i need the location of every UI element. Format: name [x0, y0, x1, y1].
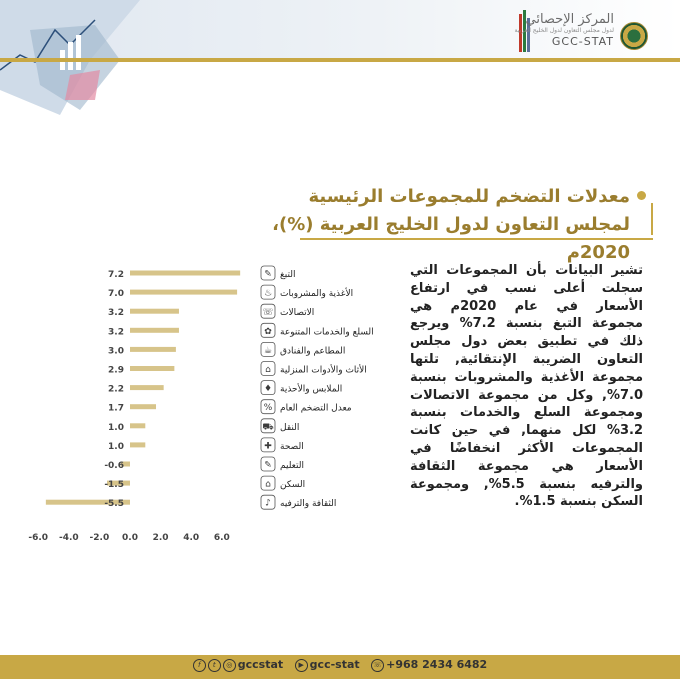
- chart-bar: [130, 423, 145, 428]
- x-tick-label: 0.0: [122, 533, 138, 543]
- inflation-bar-chart: [20, 260, 410, 550]
- car-icon-glyph: ⛟: [262, 422, 274, 433]
- category-label: الملابس والأحذية: [280, 384, 343, 395]
- category-label: السكن: [280, 480, 306, 491]
- header-divider: [0, 58, 680, 62]
- chart-bar: [130, 347, 176, 352]
- logo-arabic: المركز الإحصائي: [525, 12, 614, 27]
- category-label: الاتصالات: [280, 308, 315, 319]
- title-line-2: لمجلس التعاون لدول الخليج العربية (%)، 2020م: [272, 214, 630, 263]
- bar-value-label: 2.9: [108, 365, 124, 376]
- bar-value-label: 3.2: [108, 327, 124, 338]
- bar-value-label: 7.0: [108, 289, 124, 300]
- title-accent-line: [651, 203, 653, 235]
- chart-bar: [130, 328, 179, 333]
- clothing-icon-glyph: ♦: [263, 384, 273, 395]
- phone-icon-glyph: ☏: [262, 307, 274, 318]
- restaurant-icon-glyph: ☕: [263, 345, 273, 356]
- logo-english: GCC-STAT: [551, 35, 614, 48]
- x-tick-label: -4.0: [58, 533, 79, 543]
- category-label: التبغ: [280, 270, 296, 280]
- category-label: معدل التضخم العام: [280, 403, 352, 414]
- chart-bar: [130, 404, 156, 409]
- footer-contacts: [0, 658, 680, 672]
- instagram-icon: ◎: [223, 659, 236, 672]
- bar-value-label: 2.2: [108, 384, 124, 395]
- chart-bar: [130, 442, 145, 447]
- house-icon-glyph: ⌂: [265, 479, 271, 490]
- page-title: [250, 183, 630, 267]
- goods-icon-glyph: ✿: [264, 326, 272, 337]
- social-handle-2[interactable]: ▶ gcc-stat: [295, 658, 360, 671]
- culture-icon-glyph: ♪: [265, 498, 271, 509]
- furniture-icon-glyph: ⌂: [265, 365, 271, 375]
- x-tick-label: -6.0: [28, 533, 49, 543]
- chart-bar: [130, 290, 237, 295]
- bar-value-label: -5.5: [104, 499, 124, 510]
- percent-icon-glyph: %: [263, 403, 273, 414]
- bar-value-label: 3.2: [108, 308, 124, 319]
- x-tick-label: 6.0: [213, 533, 230, 543]
- category-label: الصحة: [280, 441, 304, 452]
- food-basket-icon-glyph: ♨: [263, 288, 273, 299]
- bar-value-label: 1.0: [108, 441, 124, 452]
- x-tick-label: 4.0: [183, 533, 200, 543]
- category-label: الأغذية والمشروبات: [280, 289, 354, 300]
- x-tick-label: -2.0: [89, 533, 110, 543]
- chart-bar: [130, 271, 240, 276]
- education-icon-glyph: ✎: [264, 460, 272, 471]
- social-handle-1[interactable]: f t ◎ gccstat: [193, 658, 283, 671]
- description-paragraph: تشير البيانات بأن المجموعات التي سجلت أعلى نسب في ارتفاع الأسعار في عام 2020م هي مجموعة التبغ بنسبة 7.2% ويرجع ذلك في تطبيق بعض دول مجلس التعاون الضريبة الإنتقائية, تلتها مجموعة الأغذية والمشروبات بنسبة 7.0%, وكل من مجموعة الاتصالات ومجموعة السلع والخدمات بنسبة 3.2% لكل منهما, في حين كانت المجموعات الأكثر انخفاضًا في الأسعار هي مجموعة الثقافة والترفيه بنسبة 5.5%, ومجموعة السكن بنسبة 1.5%.: [410, 263, 643, 510]
- category-label: النقل: [280, 422, 300, 433]
- bar-value-label: 3.0: [108, 346, 124, 357]
- phone-icon: ☏: [371, 659, 384, 672]
- category-label: الثقافة والترفيه: [280, 499, 337, 510]
- category-label: التعليم: [280, 461, 304, 471]
- cigarette-icon-glyph: ✎: [264, 269, 272, 280]
- health-icon-glyph: ✚: [264, 441, 272, 452]
- bar-value-label: -1.5: [104, 480, 124, 491]
- category-label: المطاعم والفنادق: [280, 346, 346, 357]
- bar-value-label: 1.0: [108, 422, 124, 433]
- category-label: السلع والخدمات المتنوعة: [280, 327, 374, 338]
- bar-value-label: -0.6: [104, 461, 124, 471]
- twitter-icon: t: [208, 659, 221, 672]
- category-label: الأثاث والأدوات المنزلية: [280, 365, 367, 376]
- logo: [515, 12, 615, 49]
- chart-bar: [130, 309, 179, 314]
- chart-bar: [130, 366, 174, 371]
- logo-subtitle: لدول مجلس التعاون لدول الخليج العربية: [514, 27, 614, 34]
- youtube-icon: ▶: [295, 659, 308, 672]
- title-bullet-icon: [637, 191, 646, 200]
- phone-number[interactable]: ☏ +968 2434 6482: [371, 658, 487, 671]
- bar-value-label: 1.7: [108, 403, 124, 414]
- bar-value-label: 7.2: [108, 270, 124, 280]
- title-line-1: معدلات التضخم للمجموعات الرئيسية: [308, 186, 630, 207]
- x-tick-label: 2.0: [152, 533, 169, 543]
- chart-bar: [130, 385, 164, 390]
- gcc-emblem-icon: [620, 22, 648, 50]
- social-icon: f: [193, 659, 206, 672]
